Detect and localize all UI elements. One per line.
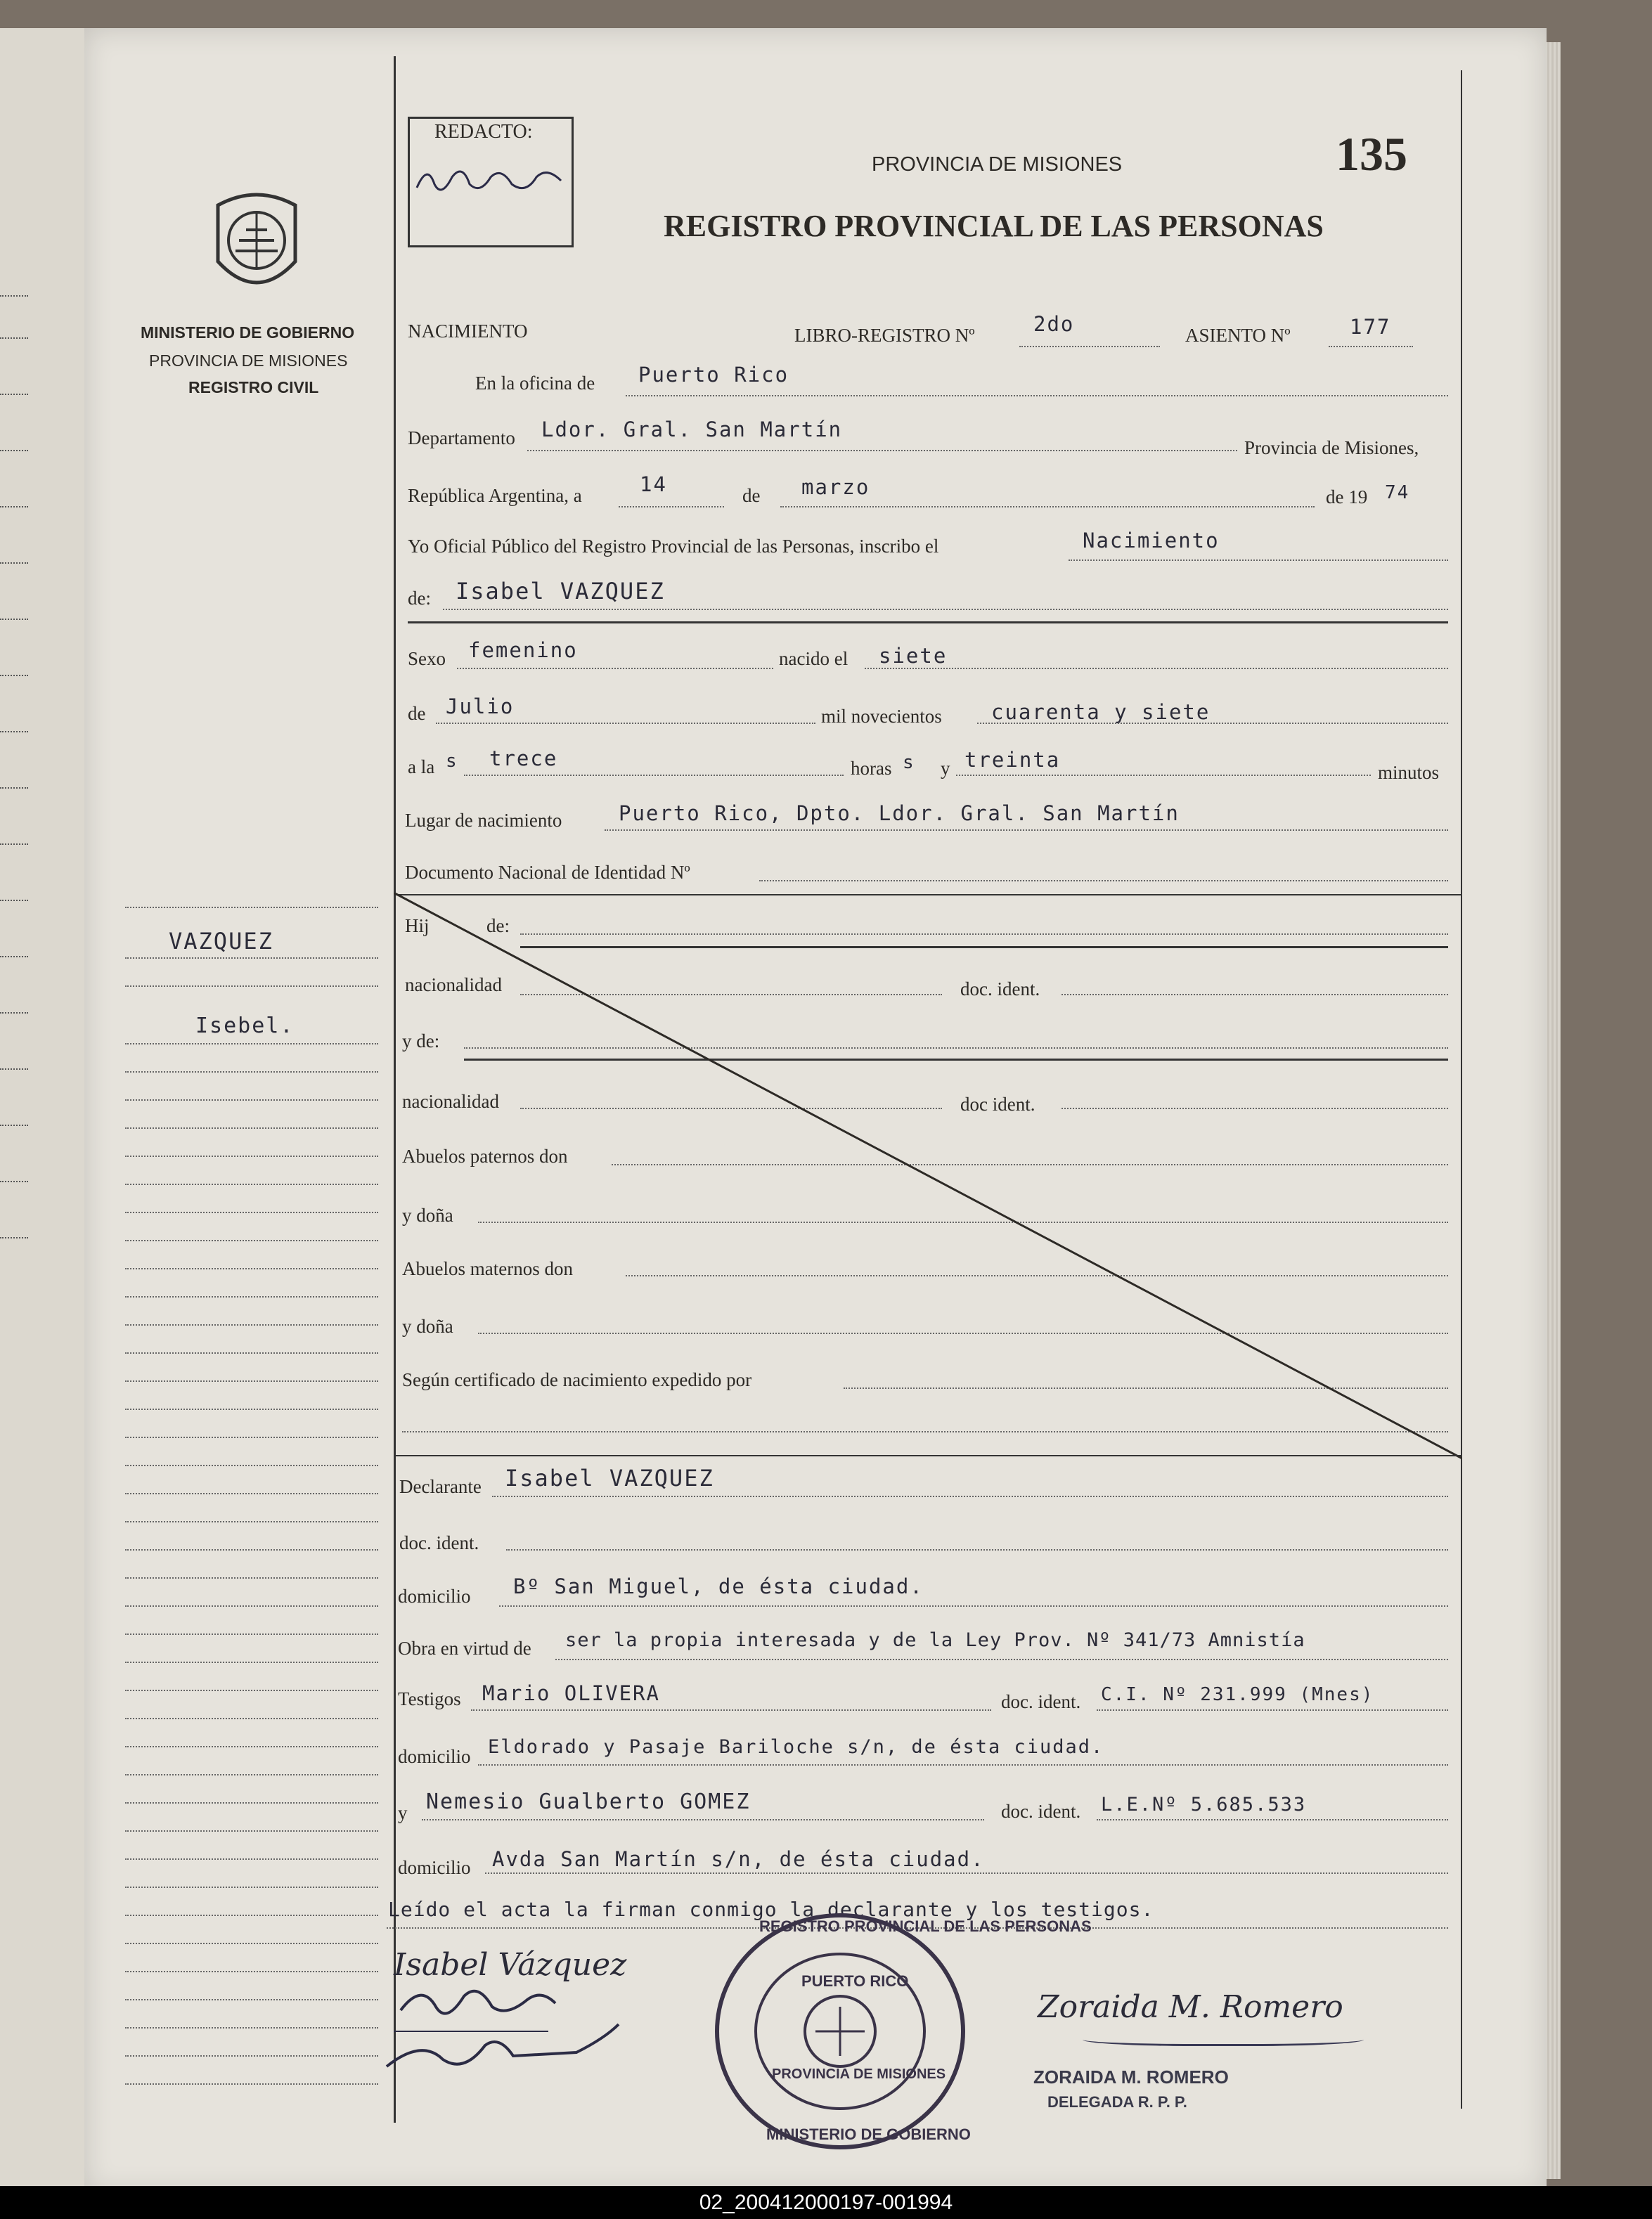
doc-ident4-label: doc. ident. bbox=[1001, 1691, 1081, 1712]
segun-label: Según certificado de nacimiento expedido por bbox=[402, 1369, 752, 1390]
witness-signatures-icon bbox=[380, 1968, 682, 2088]
departamento-value: Ldor. Gral. San Martín bbox=[541, 418, 843, 441]
year-value: 74 bbox=[1385, 482, 1410, 503]
hij-label: Hij bbox=[405, 915, 430, 936]
testigos-label: Testigos bbox=[398, 1688, 461, 1709]
doc-ident3-label: doc. ident. bbox=[399, 1532, 479, 1553]
stamp-bottom-text: MINISTERIO DE GOBIERNO bbox=[766, 2126, 971, 2143]
oficial-text: Yo Oficial Público del Registro Provincial de las Personas, inscribo el bbox=[408, 536, 939, 557]
doc-ident5-label: doc. ident. bbox=[1001, 1801, 1081, 1822]
testigo1-doc: C.I. Nº 231.999 (Mnes) bbox=[1101, 1684, 1374, 1705]
lugar-label: Lugar de nacimiento bbox=[405, 810, 562, 831]
domicilio3-label: domicilio bbox=[398, 1857, 471, 1878]
horas-suffix: s bbox=[903, 752, 915, 773]
domicilio-label: domicilio bbox=[398, 1586, 471, 1607]
stamp-sub-text: PROVINCIA DE MISIONES bbox=[772, 2066, 946, 2082]
y-dona-label: y doña bbox=[402, 1205, 453, 1226]
inscribo-value: Nacimiento bbox=[1083, 529, 1220, 552]
doc-ident2-label: doc ident. bbox=[960, 1094, 1035, 1115]
ala-label: a la bbox=[408, 756, 435, 777]
redacto-label: REDACTO: bbox=[434, 121, 533, 143]
minutes-value: treinta bbox=[964, 748, 1061, 772]
province-label: PROVINCIA DE MISIONES bbox=[149, 351, 348, 370]
horas-label: horas bbox=[851, 758, 892, 779]
nacido-value: siete bbox=[879, 644, 948, 668]
page-number: 135 bbox=[1336, 127, 1407, 181]
abuelos-mat-label: Abuelos maternos don bbox=[402, 1258, 573, 1279]
nacido-label: nacido el bbox=[779, 648, 848, 669]
record-type: NACIMIENTO bbox=[408, 321, 528, 342]
provincial-emblem-icon bbox=[204, 184, 309, 304]
departamento-label: Departamento bbox=[408, 427, 515, 448]
declarante-value: Isabel VAZQUEZ bbox=[505, 1465, 714, 1492]
declarante-signature: Isabel Vázquez bbox=[394, 1947, 627, 1983]
de-parent-label: de: bbox=[486, 915, 510, 936]
official-stamp-icon bbox=[703, 1905, 977, 2158]
de-label: de bbox=[742, 485, 761, 506]
y-dona2-label: y doña bbox=[402, 1316, 453, 1337]
official-name: ZORAIDA M. ROMERO bbox=[1033, 2066, 1229, 2088]
testigo2-value: Nemesio Gualberto GOMEZ bbox=[426, 1790, 751, 1814]
stamp-outer-text: REGISTRO PROVINCIAL DE LAS PERSONAS bbox=[759, 1917, 1092, 1935]
registry-label: REGISTRO CIVIL bbox=[188, 378, 319, 396]
nacionalidad2-label: nacionalidad bbox=[402, 1091, 499, 1112]
asiento-value: 177 bbox=[1350, 315, 1391, 339]
page-title: REGISTRO PROVINCIAL DE LAS PERSONAS bbox=[664, 209, 1324, 243]
month2-value: Julio bbox=[446, 694, 515, 718]
provincia-suffix: Provincia de Misiones, bbox=[1244, 437, 1419, 458]
year-label: de 19 bbox=[1326, 486, 1368, 507]
sexo-label: Sexo bbox=[408, 648, 446, 669]
cancellation-line bbox=[394, 893, 1462, 1462]
margin-given-name: Isebel. bbox=[195, 1014, 295, 1038]
header-province: PROVINCIA DE MISIONES bbox=[872, 153, 1123, 176]
libro-value: 2do bbox=[1033, 312, 1075, 336]
official-signature: Zoraida M. Romero bbox=[1038, 1989, 1343, 2025]
de-colon-label: de: bbox=[408, 588, 431, 609]
domicilio3-value: Avda San Martín s/n, de ésta ciudad. bbox=[492, 1847, 985, 1871]
dni-label: Documento Nacional de Identidad Nº bbox=[405, 862, 690, 883]
mil-label: mil novecientos bbox=[821, 706, 942, 727]
margin-surname: VAZQUEZ bbox=[169, 928, 273, 955]
year2-value: cuarenta y siete bbox=[991, 700, 1211, 724]
ala-suffix: s bbox=[446, 751, 458, 772]
child-name-value: Isabel VAZQUEZ bbox=[456, 578, 665, 604]
testigo2-doc: L.E.Nº 5.685.533 bbox=[1101, 1794, 1307, 1816]
domicilio-value: Bº San Miguel, de ésta ciudad. bbox=[513, 1574, 924, 1598]
testigo1-value: Mario OLIVERA bbox=[482, 1681, 660, 1705]
de2-label: de bbox=[408, 703, 426, 724]
y2-label: y bbox=[398, 1802, 408, 1823]
redacto-signature-icon bbox=[413, 156, 568, 205]
leido-value: Leído el acta la firman conmigo la declarante y los testigos. bbox=[388, 1898, 1154, 1921]
y-de-label: y de: bbox=[402, 1030, 440, 1052]
day-value: 14 bbox=[640, 472, 667, 496]
nacionalidad-label: nacionalidad bbox=[405, 974, 502, 995]
oficina-value: Puerto Rico bbox=[638, 363, 789, 387]
doc-ident-label: doc. ident. bbox=[960, 978, 1040, 999]
month-value: marzo bbox=[801, 475, 870, 499]
lugar-value: Puerto Rico, Dpto. Ldor. Gral. San Martín bbox=[619, 801, 1180, 825]
libro-label: LIBRO-REGISTRO Nº bbox=[794, 325, 975, 346]
stamp-inner-text: PUERTO RICO bbox=[801, 1972, 909, 1990]
abuelos-pat-label: Abuelos paternos don bbox=[402, 1146, 568, 1167]
y-label: y bbox=[941, 758, 950, 779]
previous-page-edge bbox=[0, 28, 91, 2193]
ministry-label: MINISTERIO DE GOBIERNO bbox=[141, 323, 355, 342]
official-title: DELEGADA R. P. P. bbox=[1047, 2093, 1187, 2111]
obra-value: ser la propia interesada y de la Ley Prov. Nº 341/73 Amnistía bbox=[565, 1629, 1305, 1651]
file-id-footer: 02_200412000197-001994 bbox=[0, 2186, 1652, 2219]
asiento-label: ASIENTO Nº bbox=[1185, 325, 1291, 346]
minutos-label: minutos bbox=[1378, 762, 1440, 783]
domicilio2-label: domicilio bbox=[398, 1746, 471, 1767]
declarante-label: Declarante bbox=[399, 1476, 482, 1497]
republica-label: República Argentina, a bbox=[408, 485, 582, 506]
sexo-value: femenino bbox=[468, 638, 578, 662]
hour-value: trece bbox=[489, 746, 558, 770]
obra-label: Obra en virtud de bbox=[398, 1638, 531, 1659]
oficina-label: En la oficina de bbox=[475, 373, 595, 394]
domicilio2-value: Eldorado y Pasaje Bariloche s/n, de ésta ciudad. bbox=[488, 1736, 1104, 1758]
